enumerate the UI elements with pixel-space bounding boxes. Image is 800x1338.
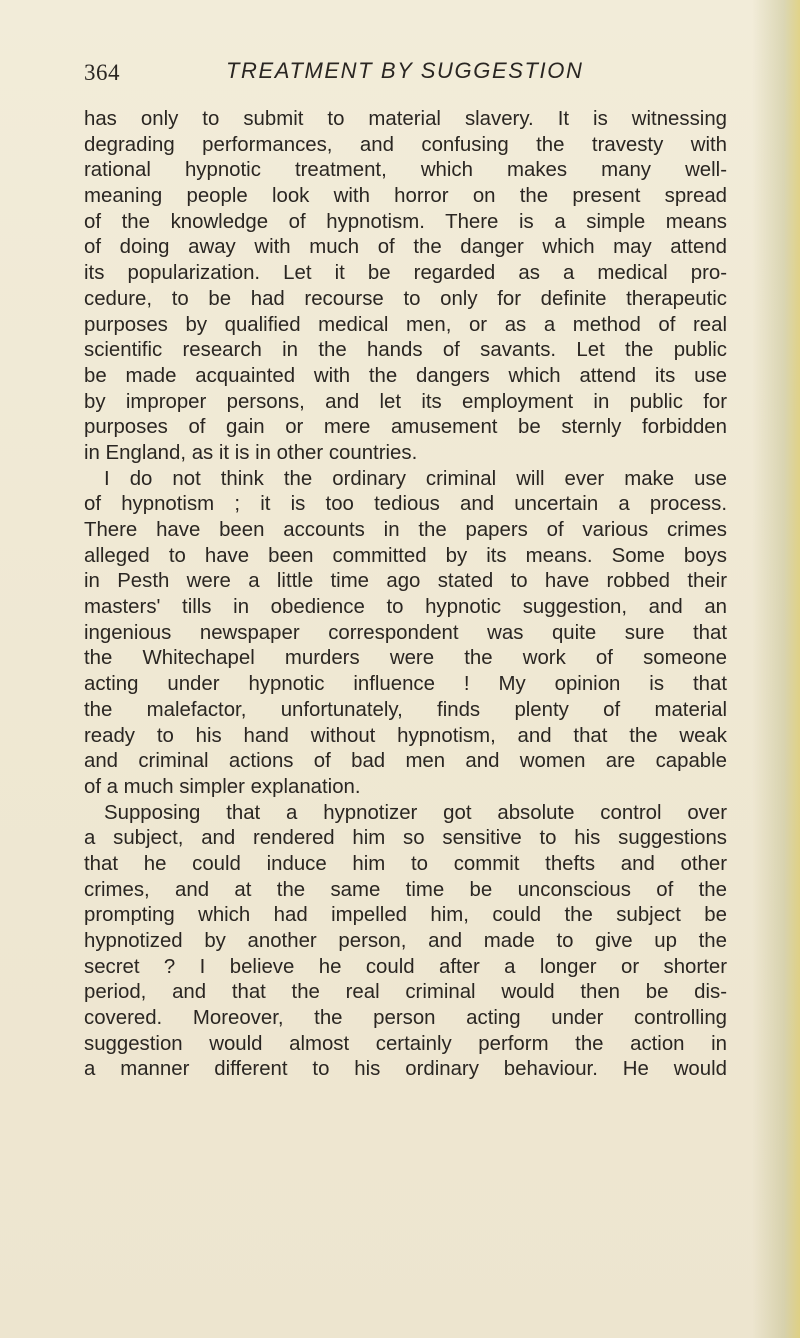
page-number: 364	[84, 60, 120, 85]
page-header	[84, 58, 724, 92]
paragraph-start-line: I do not think the ordinary criminal will ever make use	[104, 467, 727, 490]
text-line: meaning people look with horror on the present spread	[84, 185, 727, 208]
text-line: of the knowledge of hypnotism. There is a simple means	[84, 210, 727, 233]
text-line: crimes, and at the same time be unconscious of the	[84, 878, 727, 901]
text-line: scientific research in the hands of savants. Let the public	[84, 339, 727, 362]
text-line: its popularization. Let it be regarded as a medical pro-	[84, 262, 727, 285]
text-line: degrading performances, and confusing the travesty with	[84, 133, 727, 156]
text-line: by improper persons, and let its employment in public for	[84, 390, 727, 413]
paragraph-end-line: in England, as it is in other countries.	[84, 441, 418, 464]
text-line: secret ? I believe he could after a longer or shorter	[84, 955, 727, 978]
text-line: the Whitechapel murders were the work of someone	[84, 647, 727, 670]
text-line: a subject, and rendered him so sensitive to his suggestions	[84, 827, 727, 850]
paragraph-end-line: of a much simpler explanation.	[84, 775, 361, 798]
text-line: in Pesth were a little time ago stated to have robbed their	[84, 570, 727, 593]
running-title: TREATMENT BY SUGGESTION	[226, 58, 584, 83]
text-line: of doing away with much of the danger which may attend	[84, 236, 727, 259]
text-line: There have been accounts in the papers of various crimes	[84, 519, 727, 541]
text-line: that he could induce him to commit thefts and other	[84, 852, 727, 875]
text-line: cedure, to be had recourse to only for definite therapeutic	[84, 287, 727, 310]
text-line: ingenious newspaper correspondent was quite sure that	[84, 621, 727, 644]
text-line: covered. Moreover, the person acting under controlling	[84, 1007, 727, 1030]
text-line: hypnotized by another person, and made to give up the	[84, 930, 727, 952]
text-line: and criminal actions of bad men and women are capable	[84, 750, 727, 773]
text-line: masters' tills in obedience to hypnotic suggestion, and an	[84, 596, 727, 619]
text-line: purposes by qualified medical men, or as a method of real	[84, 313, 727, 336]
text-line: has only to submit to material slavery. It is witnessing	[84, 108, 727, 130]
text-line: purposes of gain or mere amusement be sternly forbidden	[84, 416, 727, 439]
text-line: rational hypnotic treatment, which makes many well-	[84, 159, 727, 182]
text-line: alleged to have been committed by its means. Some boys	[84, 544, 727, 567]
text-line: period, and that the real criminal would then be dis-	[84, 981, 727, 1004]
body-text	[84, 107, 727, 1083]
text-line: a manner different to his ordinary behaviour. He would	[84, 1058, 727, 1081]
text-line: of hypnotism ; it is too tedious and uncertain a process.	[84, 493, 727, 516]
text-line: prompting which had impelled him, could the subject be	[84, 904, 727, 927]
text-line: the malefactor, unfortunately, finds plenty of material	[84, 698, 727, 721]
text-line: suggestion would almost certainly perform the action in	[84, 1032, 727, 1055]
text-line: ready to his hand without hypnotism, and that the weak	[84, 724, 727, 747]
text-line: be made acquainted with the dangers which attend its use	[84, 364, 727, 387]
text-line: acting under hypnotic influence ! My opinion is that	[84, 673, 727, 696]
paragraph-start-line: Supposing that a hypnotizer got absolute control over	[104, 801, 727, 824]
